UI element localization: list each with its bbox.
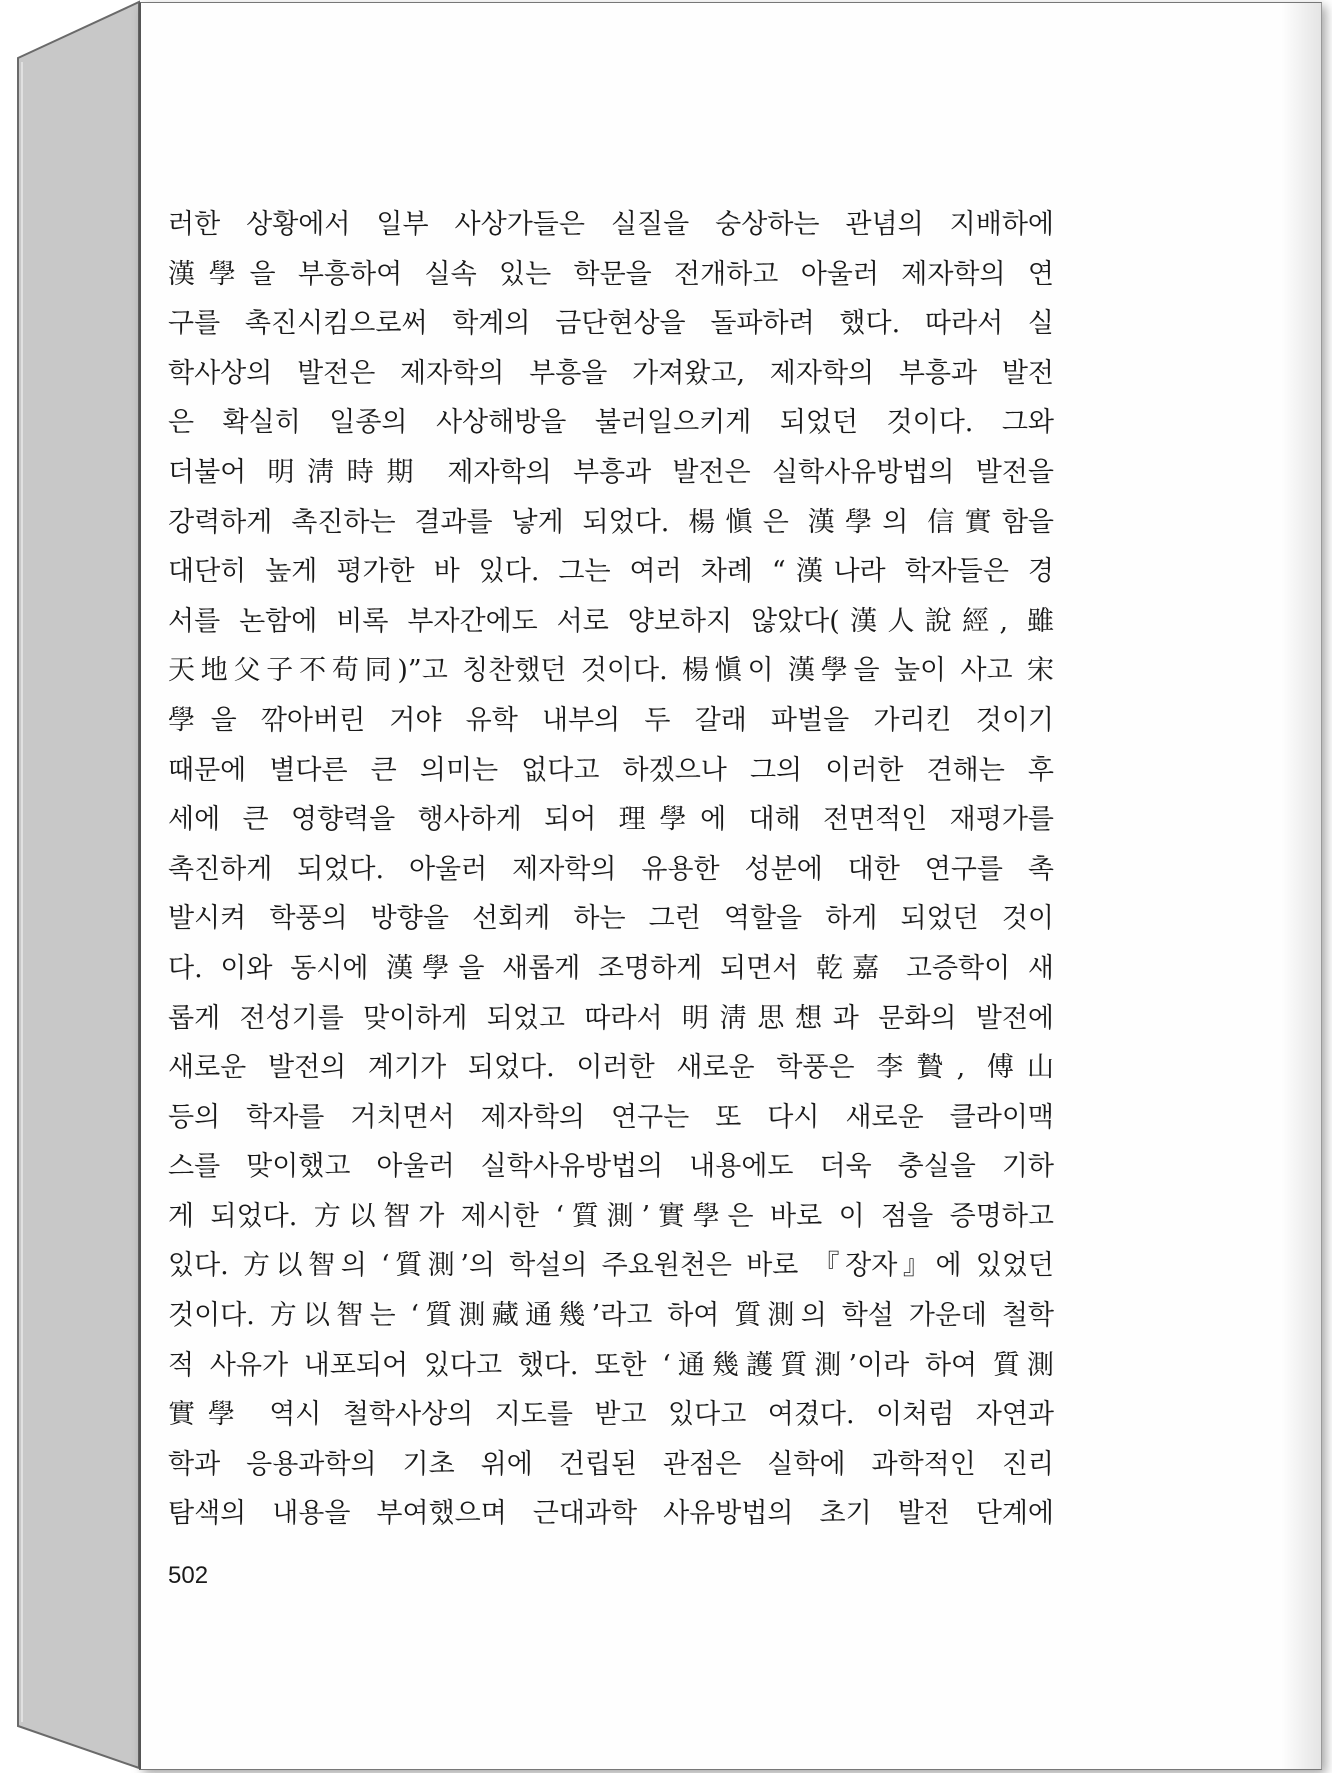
text-line: 학과 응용과학의 기초 위에 건립된 관점은 실학에 과학적인 진리 bbox=[168, 1448, 1054, 1480]
text-line: 적 사유가 내포되어 있다고 했다. 또한 ‘通幾護質測’이라 하여 質測 bbox=[168, 1349, 1054, 1381]
text-line: 스를 맞이했고 아울러 실학사유방법의 내용에도 더욱 충실을 기하 bbox=[168, 1151, 1054, 1183]
text-line: 實學 역시 철학사상의 지도를 받고 있다고 여겼다. 이처럼 자연과 bbox=[168, 1399, 1054, 1431]
text-line: 세에 큰 영향력을 행사하게 되어 理學에 대해 전면적인 재평가를 bbox=[168, 804, 1054, 836]
text-line: 롭게 전성기를 맞이하게 되었고 따라서 明淸思想과 문화의 발전에 bbox=[168, 1002, 1054, 1034]
text-line: 漢學을 부흥하여 실속 있는 학문을 전개하고 아울러 제자학의 연 bbox=[168, 258, 1054, 290]
text-line: 러한 상황에서 일부 사상가들은 실질을 숭상하는 관념의 지배하에 bbox=[168, 209, 1054, 240]
text-line: 학사상의 발전은 제자학의 부흥을 가져왔고, 제자학의 부흥과 발전 bbox=[168, 357, 1054, 389]
text-line: 있다. 方以智의 ‘質測’의 학설의 주요원천은 바로 『장자』에 있었던 bbox=[168, 1250, 1054, 1282]
text-line: 天地父子不苟同)”고 칭찬했던 것이다. 楊愼이 漢學을 높이 사고 宋 bbox=[168, 655, 1054, 687]
text-line: 서를 논함에 비록 부자간에도 서로 양보하지 않았다(漢人說經, 雖 bbox=[168, 605, 1054, 637]
text-line: 촉진하게 되었다. 아울러 제자학의 유용한 성분에 대한 연구를 촉 bbox=[168, 853, 1054, 885]
text-line: 탐색의 내용을 부여했으며 근대과학 사유방법의 초기 발전 단계에 bbox=[168, 1498, 1054, 1530]
body-text bbox=[168, 200, 1054, 1539]
page-number: 502 bbox=[168, 1562, 209, 1589]
page-edge-shadow bbox=[1281, 3, 1321, 1769]
text-line: 등의 학자를 거치면서 제자학의 연구는 또 다시 새로운 클라이맥 bbox=[168, 1101, 1054, 1133]
text-line: 새로운 발전의 계기가 되었다. 이러한 새로운 학풍은 李贄, 傅山 bbox=[168, 1052, 1054, 1084]
text-line: 더불어 明淸時期 제자학의 부흥과 발전은 실학사유방법의 발전을 bbox=[168, 456, 1054, 488]
text-line: 때문에 별다른 큰 의미는 없다고 하겠으나 그의 이러한 견해는 후 bbox=[168, 754, 1054, 786]
text-line: 구를 촉진시킴으로써 학계의 금단현상을 돌파하려 했다. 따라서 실 bbox=[168, 308, 1054, 340]
text-line: 것이다. 方以智는 ‘質測藏通幾’라고 하여 質測의 학설 가운데 철학 bbox=[168, 1300, 1054, 1332]
text-line: 강력하게 촉진하는 결과를 낳게 되었다. 楊愼은 漢學의 信實함을 bbox=[168, 506, 1054, 538]
text-line: 게 되었다. 方以智가 제시한 ‘質測’實學은 바로 이 점을 증명하고 bbox=[168, 1200, 1054, 1232]
text-line: 발시켜 학풍의 방향을 선회케 하는 그런 역할을 하게 되었던 것이 bbox=[168, 903, 1054, 935]
text-line: 學을 깎아버린 거야 유학 내부의 두 갈래 파벌을 가리킨 것이기 bbox=[168, 704, 1054, 736]
text-line: 대단히 높게 평가한 바 있다. 그는 여러 차례 “漢나라 학자들은 경 bbox=[168, 556, 1054, 588]
text-line: 은 확실히 일종의 사상해방을 불러일으키게 되었던 것이다. 그와 bbox=[168, 407, 1054, 439]
book-side-panel bbox=[18, 2, 139, 1768]
text-line: 다. 이와 동시에 漢學을 새롭게 조명하게 되면서 乾嘉 고증학이 새 bbox=[168, 952, 1054, 984]
